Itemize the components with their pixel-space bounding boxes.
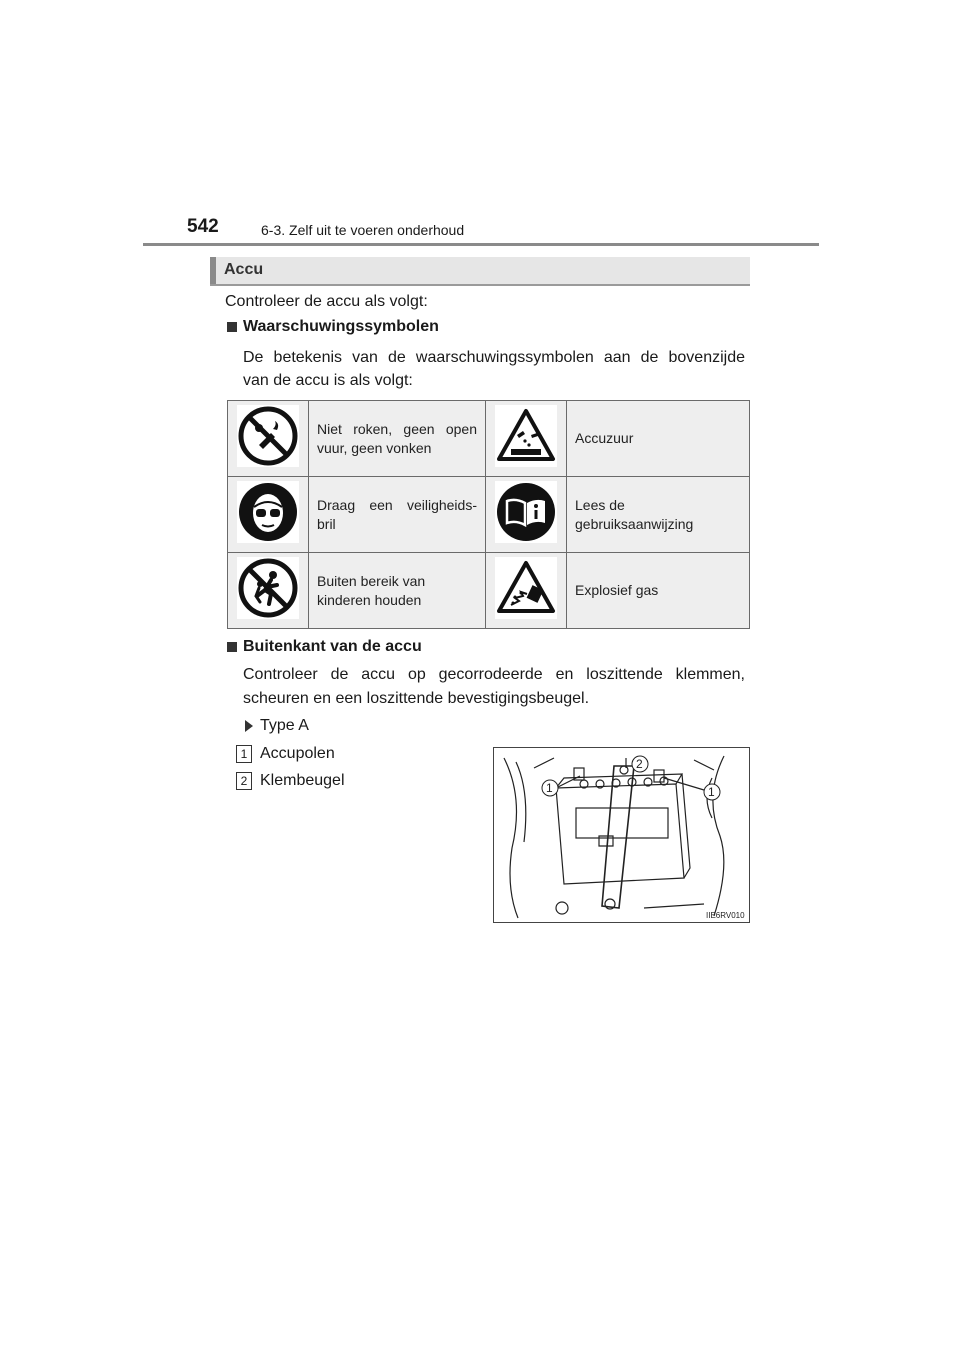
symbol-cell [228, 553, 309, 629]
label-line: Niet roken, geen open [317, 420, 477, 437]
label-line: Accuzuur [575, 430, 634, 446]
bullet-square-icon [227, 322, 237, 332]
label-line: gebruiksaanwijzing [575, 515, 694, 532]
intro-text: Controleer de accu als volgt: [225, 293, 428, 310]
exterior-heading: Buitenkant van de accu [243, 638, 422, 655]
arrow-right-icon [245, 720, 253, 732]
type-label: Type A [260, 717, 309, 734]
read-manual-icon [495, 481, 557, 543]
battery-drawing [494, 748, 749, 922]
table-row [228, 477, 750, 553]
symbol-label [309, 553, 486, 629]
label-line: Buiten bereik van [317, 572, 426, 589]
no-smoking-icon [237, 405, 299, 467]
item-label: Klembeugel [260, 772, 345, 789]
item-number: 2 [236, 772, 252, 790]
bullet-square-icon [227, 642, 237, 652]
symbol-label [309, 477, 486, 553]
symbol-label [567, 477, 750, 553]
warning-symbols-table [227, 400, 750, 629]
callout-2: 2 [636, 757, 643, 771]
symbol-cell [228, 477, 309, 553]
symbol-label [309, 401, 486, 477]
warning-symbols-text-2: van de accu is als volgt: [243, 372, 413, 389]
label-line: Lees de [575, 496, 625, 513]
label-line: Explosief gas [575, 582, 659, 598]
explosive-gas-icon [495, 557, 557, 619]
symbol-cell [486, 477, 567, 553]
keep-away-children-icon [237, 557, 299, 619]
section-title: Accu [224, 261, 264, 278]
exterior-text-1: Controleer de accu op gecorrodeerde en loszittende klemmen, [243, 666, 745, 683]
symbol-cell [486, 553, 567, 629]
section-title-bar [210, 257, 750, 286]
table-row [228, 553, 750, 629]
header-rule [143, 243, 819, 246]
battery-illustration [493, 747, 750, 923]
page-number: 542 [187, 216, 219, 237]
item-label: Accupolen [260, 745, 335, 762]
safety-goggles-icon [237, 481, 299, 543]
table-row [228, 401, 750, 477]
title-accent [210, 257, 216, 284]
warning-symbols-heading: Waarschuwingssymbolen [243, 318, 439, 335]
exterior-text-2: scheuren en een loszittende bevestigingsbeugel. [243, 690, 590, 707]
callout-1: 1 [546, 781, 553, 795]
label-line: kinderen houden [317, 591, 422, 608]
section-header: 6-3. Zelf uit te voeren onderhoud [261, 222, 465, 238]
acid-warning-icon [495, 405, 557, 467]
item-number: 1 [236, 745, 252, 763]
callout-1: 1 [708, 785, 715, 799]
label-line: vuur, geen vonken [317, 439, 432, 456]
figure-code: IIE6RV010 [706, 911, 745, 920]
warning-symbols-text-1: De betekenis van de waarschuwingssymbolen aan de bovenzijde [243, 349, 745, 366]
symbol-cell [486, 401, 567, 477]
label-line: bril [317, 515, 336, 532]
symbol-cell [228, 401, 309, 477]
symbol-label [567, 553, 750, 629]
label-line: Draag een veiligheids- [317, 496, 477, 513]
symbol-label [567, 401, 750, 477]
